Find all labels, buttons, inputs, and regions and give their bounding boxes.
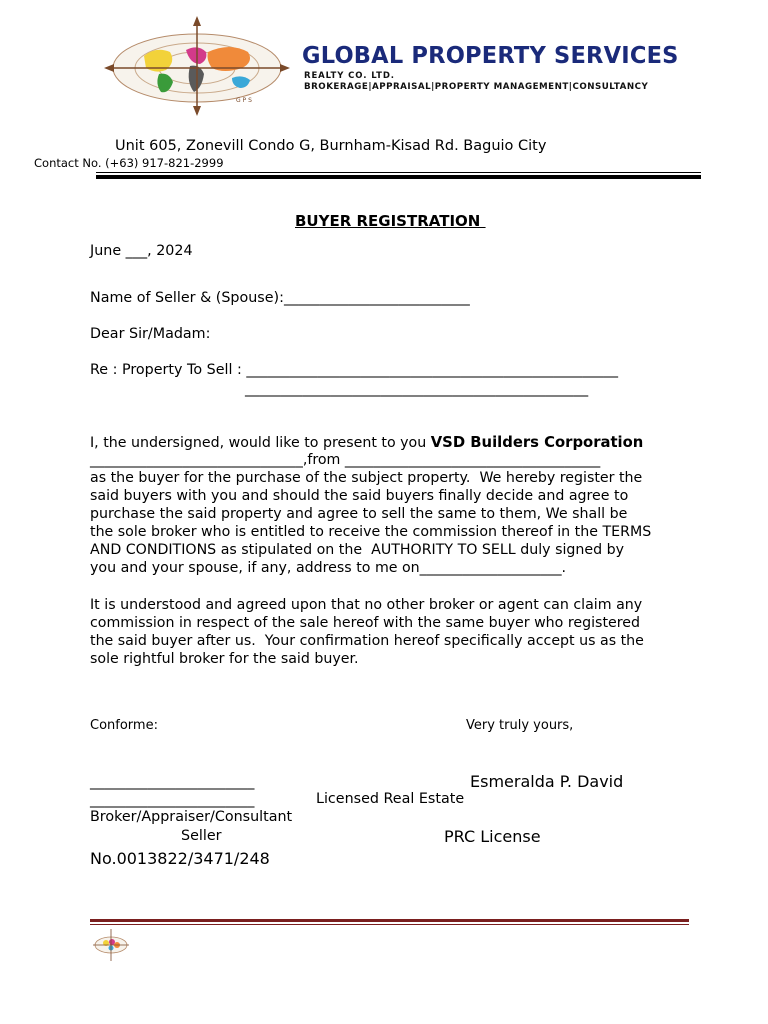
header-divider-thick <box>96 175 701 179</box>
re-line: Re : Property To Sell : ____________________________________________________ <box>90 362 619 378</box>
document-title: BUYER REGISTRATION <box>295 212 486 230</box>
left-role: Broker/Appraiser/Consultant <box>90 809 293 825</box>
company-address: Unit 605, Zonevill Condo G, Burnham-Kisad Rd. Baguio City <box>115 138 547 154</box>
seller-line: Name of Seller & (Spouse):__________________________ <box>90 290 470 306</box>
license-label: PRC License <box>444 827 541 846</box>
body-line-2: ______________________________,from ____________________________________ <box>90 452 601 468</box>
body-line-8: you and your spouse, if any, address to me on____________________. <box>90 560 567 576</box>
footer-logo-icon <box>92 928 130 962</box>
buyer-name: VSD Builders Corporation <box>430 434 644 451</box>
body-line-3: as the buyer for the purchase of the subject property. We hereby register the <box>90 470 643 486</box>
footer-divider-thick <box>90 919 689 922</box>
license-number: No.0013822/3471/248 <box>90 849 270 868</box>
body-line-5: purchase the said property and agree to sell the same to them, We shall be <box>90 506 628 522</box>
signature-line-2: _______________________ <box>90 792 255 808</box>
re-line-continuation: ________________________________________________ <box>245 381 589 397</box>
body-line-4: said buyers with you and should the said buyers finally decide and agree to <box>90 488 629 504</box>
logo-lettering: G P S <box>236 97 252 104</box>
body-line-7: AND CONDITIONS as stipulated on the AUTHORITY TO SELL duly signed by <box>90 542 625 558</box>
company-logo <box>104 16 290 116</box>
header-divider-thin <box>96 172 701 173</box>
company-name: GLOBAL PROPERTY SERVICES <box>302 43 679 69</box>
company-services: BROKERAGE|APPRAISAL|PROPERTY MANAGEMENT|CONSULTANCY <box>304 82 649 92</box>
footer-divider-thin <box>90 924 689 925</box>
para2-line-1: It is understood and agreed upon that no other broker or agent can claim any <box>90 597 643 613</box>
signer-title: Licensed Real Estate <box>316 791 465 807</box>
closing-label: Very truly yours, <box>466 718 574 733</box>
para2-line-3: the said buyer after us. Your confirmation hereof specifically accept us as the <box>90 633 644 649</box>
signature-line-1: _______________________ <box>90 774 255 790</box>
body-line-1-text: I, the undersigned, would like to present to you <box>90 435 431 451</box>
para2-line-4: sole rightful broker for the said buyer. <box>90 651 359 667</box>
salutation: Dear Sir/Madam: <box>90 326 211 342</box>
conforme-label: Conforme: <box>90 718 158 733</box>
body-line-6: the sole broker who is entitled to receive the commission thereof in the TERMS <box>90 524 652 540</box>
body-line-1 <box>90 434 643 451</box>
signer-name: Esmeralda P. David <box>470 772 624 791</box>
left-role-seller: Seller <box>181 828 222 844</box>
date-line: June ___, 2024 <box>90 243 193 259</box>
company-subtitle: REALTY CO. LTD. <box>304 71 395 81</box>
para2-line-2: commission in respect of the sale hereof with the same buyer who registered <box>90 615 640 631</box>
company-contact: Contact No. (+63) 917-821-2999 <box>34 156 224 170</box>
